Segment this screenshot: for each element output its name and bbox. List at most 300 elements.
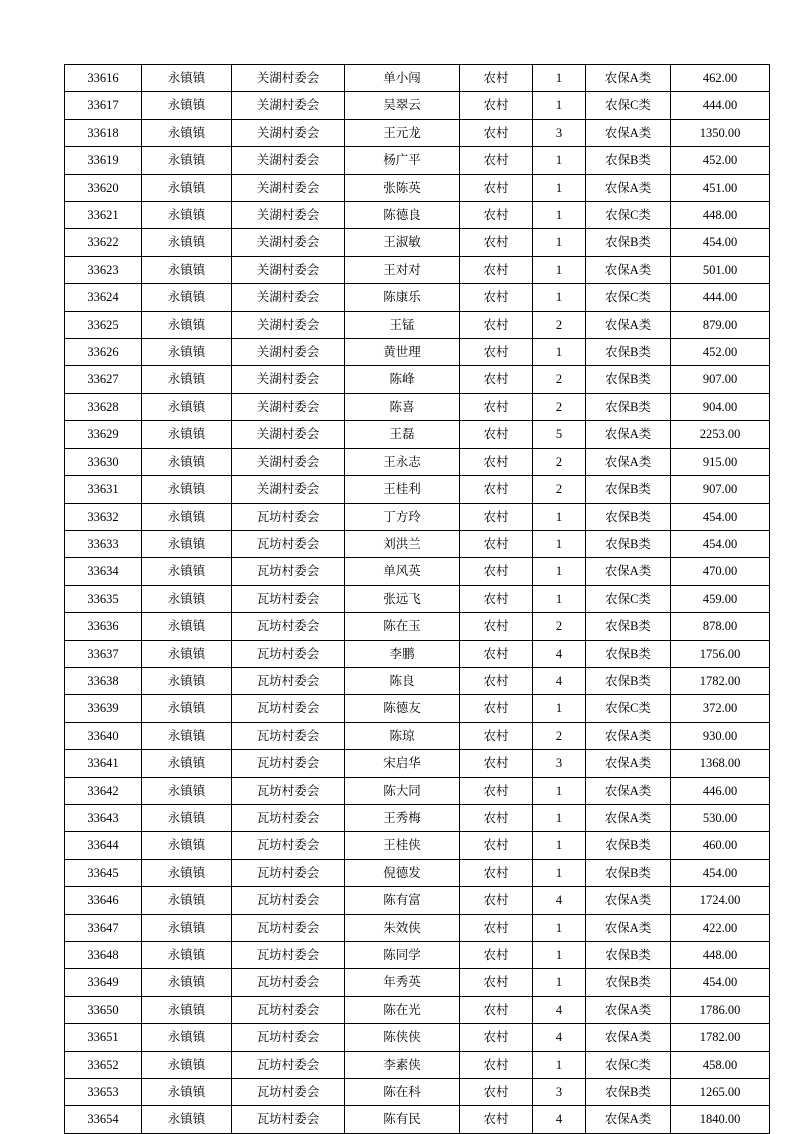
cell-name: 王元龙 xyxy=(345,119,460,146)
table-row xyxy=(65,914,770,941)
cell-id: 33618 xyxy=(65,119,142,146)
cell-amount: 1724.00 xyxy=(671,887,770,914)
cell-household-type: 农村 xyxy=(460,640,533,667)
table-row xyxy=(65,503,770,530)
cell-id: 33636 xyxy=(65,613,142,640)
cell-name: 陈喜 xyxy=(345,393,460,420)
cell-persons: 2 xyxy=(533,476,586,503)
cell-persons: 4 xyxy=(533,640,586,667)
table-row xyxy=(65,421,770,448)
cell-category: 农保B类 xyxy=(586,969,671,996)
cell-id: 33632 xyxy=(65,503,142,530)
cell-amount: 454.00 xyxy=(671,969,770,996)
cell-household-type: 农村 xyxy=(460,969,533,996)
cell-village: 关湖村委会 xyxy=(232,339,345,366)
cell-household-type: 农村 xyxy=(460,366,533,393)
cell-village: 瓦坊村委会 xyxy=(232,558,345,585)
cell-town: 永镇镇 xyxy=(142,613,232,640)
cell-amount: 454.00 xyxy=(671,229,770,256)
cell-household-type: 农村 xyxy=(460,174,533,201)
cell-town: 永镇镇 xyxy=(142,1106,232,1133)
cell-household-type: 农村 xyxy=(460,887,533,914)
table-row xyxy=(65,969,770,996)
cell-persons: 1 xyxy=(533,695,586,722)
cell-household-type: 农村 xyxy=(460,284,533,311)
table-row xyxy=(65,1024,770,1051)
cell-amount: 452.00 xyxy=(671,339,770,366)
cell-name: 倪德发 xyxy=(345,859,460,886)
cell-village: 关湖村委会 xyxy=(232,92,345,119)
cell-village: 关湖村委会 xyxy=(232,393,345,420)
cell-town: 永镇镇 xyxy=(142,558,232,585)
cell-household-type: 农村 xyxy=(460,65,533,92)
cell-village: 关湖村委会 xyxy=(232,311,345,338)
cell-household-type: 农村 xyxy=(460,119,533,146)
cell-persons: 1 xyxy=(533,284,586,311)
cell-category: 农保B类 xyxy=(586,476,671,503)
cell-amount: 1782.00 xyxy=(671,1024,770,1051)
cell-id: 33622 xyxy=(65,229,142,256)
cell-persons: 2 xyxy=(533,393,586,420)
table-row xyxy=(65,119,770,146)
cell-id: 33633 xyxy=(65,530,142,557)
cell-category: 农保B类 xyxy=(586,667,671,694)
cell-town: 永镇镇 xyxy=(142,1024,232,1051)
table-row xyxy=(65,229,770,256)
cell-village: 瓦坊村委会 xyxy=(232,969,345,996)
cell-category: 农保B类 xyxy=(586,613,671,640)
table-row xyxy=(65,695,770,722)
cell-village: 瓦坊村委会 xyxy=(232,613,345,640)
cell-village: 瓦坊村委会 xyxy=(232,804,345,831)
cell-household-type: 农村 xyxy=(460,421,533,448)
table-row xyxy=(65,256,770,283)
cell-village: 瓦坊村委会 xyxy=(232,1079,345,1106)
cell-household-type: 农村 xyxy=(460,859,533,886)
cell-category: 农保A类 xyxy=(586,421,671,448)
cell-name: 单风英 xyxy=(345,558,460,585)
cell-town: 永镇镇 xyxy=(142,366,232,393)
cell-household-type: 农村 xyxy=(460,1024,533,1051)
cell-persons: 4 xyxy=(533,1024,586,1051)
cell-id: 33628 xyxy=(65,393,142,420)
cell-name: 陈德良 xyxy=(345,202,460,229)
cell-town: 永镇镇 xyxy=(142,147,232,174)
cell-town: 永镇镇 xyxy=(142,393,232,420)
cell-name: 陈琼 xyxy=(345,722,460,749)
cell-id: 33644 xyxy=(65,832,142,859)
cell-village: 瓦坊村委会 xyxy=(232,1024,345,1051)
cell-category: 农保A类 xyxy=(586,174,671,201)
cell-name: 朱效侠 xyxy=(345,914,460,941)
cell-name: 年秀英 xyxy=(345,969,460,996)
cell-id: 33620 xyxy=(65,174,142,201)
cell-category: 农保C类 xyxy=(586,284,671,311)
cell-household-type: 农村 xyxy=(460,339,533,366)
cell-id: 33635 xyxy=(65,585,142,612)
cell-name: 陈在玉 xyxy=(345,613,460,640)
cell-persons: 1 xyxy=(533,229,586,256)
cell-village: 关湖村委会 xyxy=(232,147,345,174)
cell-category: 农保A类 xyxy=(586,119,671,146)
table-row xyxy=(65,777,770,804)
cell-id: 33627 xyxy=(65,366,142,393)
cell-id: 33648 xyxy=(65,942,142,969)
cell-household-type: 农村 xyxy=(460,804,533,831)
cell-name: 李素侠 xyxy=(345,1051,460,1078)
cell-village: 瓦坊村委会 xyxy=(232,1106,345,1133)
cell-name: 张远飞 xyxy=(345,585,460,612)
cell-amount: 448.00 xyxy=(671,202,770,229)
cell-persons: 1 xyxy=(533,202,586,229)
cell-village: 瓦坊村委会 xyxy=(232,750,345,777)
cell-town: 永镇镇 xyxy=(142,229,232,256)
cell-category: 农保B类 xyxy=(586,640,671,667)
cell-amount: 454.00 xyxy=(671,503,770,530)
cell-household-type: 农村 xyxy=(460,558,533,585)
cell-household-type: 农村 xyxy=(460,393,533,420)
cell-village: 瓦坊村委会 xyxy=(232,667,345,694)
cell-id: 33616 xyxy=(65,65,142,92)
cell-id: 33642 xyxy=(65,777,142,804)
cell-persons: 1 xyxy=(533,777,586,804)
cell-name: 陈良 xyxy=(345,667,460,694)
cell-amount: 446.00 xyxy=(671,777,770,804)
cell-town: 永镇镇 xyxy=(142,202,232,229)
cell-persons: 4 xyxy=(533,667,586,694)
cell-persons: 1 xyxy=(533,256,586,283)
cell-town: 永镇镇 xyxy=(142,65,232,92)
cell-amount: 458.00 xyxy=(671,1051,770,1078)
table-row xyxy=(65,996,770,1023)
table-row xyxy=(65,750,770,777)
cell-persons: 5 xyxy=(533,421,586,448)
cell-village: 瓦坊村委会 xyxy=(232,859,345,886)
cell-name: 李鹏 xyxy=(345,640,460,667)
cell-id: 33634 xyxy=(65,558,142,585)
cell-household-type: 农村 xyxy=(460,750,533,777)
cell-category: 农保A类 xyxy=(586,256,671,283)
cell-household-type: 农村 xyxy=(460,914,533,941)
cell-town: 永镇镇 xyxy=(142,640,232,667)
table-row xyxy=(65,558,770,585)
cell-town: 永镇镇 xyxy=(142,585,232,612)
cell-amount: 452.00 xyxy=(671,147,770,174)
cell-persons: 1 xyxy=(533,1051,586,1078)
cell-id: 33652 xyxy=(65,1051,142,1078)
cell-category: 农保A类 xyxy=(586,722,671,749)
table-body xyxy=(65,65,770,1134)
cell-town: 永镇镇 xyxy=(142,1051,232,1078)
cell-name: 刘洪兰 xyxy=(345,530,460,557)
table-row xyxy=(65,859,770,886)
cell-name: 丁方玲 xyxy=(345,503,460,530)
table-row xyxy=(65,1106,770,1133)
cell-category: 农保C类 xyxy=(586,202,671,229)
cell-id: 33653 xyxy=(65,1079,142,1106)
cell-amount: 878.00 xyxy=(671,613,770,640)
table-row xyxy=(65,393,770,420)
cell-village: 关湖村委会 xyxy=(232,421,345,448)
cell-persons: 1 xyxy=(533,859,586,886)
cell-name: 王淑敏 xyxy=(345,229,460,256)
cell-amount: 2253.00 xyxy=(671,421,770,448)
cell-amount: 448.00 xyxy=(671,942,770,969)
cell-household-type: 农村 xyxy=(460,722,533,749)
table-row xyxy=(65,366,770,393)
cell-name: 陈德友 xyxy=(345,695,460,722)
cell-town: 永镇镇 xyxy=(142,667,232,694)
cell-household-type: 农村 xyxy=(460,530,533,557)
cell-town: 永镇镇 xyxy=(142,339,232,366)
cell-town: 永镇镇 xyxy=(142,448,232,475)
cell-amount: 907.00 xyxy=(671,476,770,503)
cell-village: 关湖村委会 xyxy=(232,174,345,201)
cell-village: 瓦坊村委会 xyxy=(232,722,345,749)
cell-town: 永镇镇 xyxy=(142,476,232,503)
cell-household-type: 农村 xyxy=(460,942,533,969)
cell-persons: 1 xyxy=(533,832,586,859)
cell-id: 33651 xyxy=(65,1024,142,1051)
cell-persons: 2 xyxy=(533,448,586,475)
cell-id: 33641 xyxy=(65,750,142,777)
cell-name: 王永志 xyxy=(345,448,460,475)
table-row xyxy=(65,284,770,311)
cell-category: 农保C类 xyxy=(586,92,671,119)
cell-persons: 3 xyxy=(533,119,586,146)
cell-town: 永镇镇 xyxy=(142,777,232,804)
cell-amount: 451.00 xyxy=(671,174,770,201)
cell-amount: 444.00 xyxy=(671,284,770,311)
cell-village: 瓦坊村委会 xyxy=(232,887,345,914)
cell-persons: 1 xyxy=(533,914,586,941)
cell-household-type: 农村 xyxy=(460,613,533,640)
cell-village: 关湖村委会 xyxy=(232,202,345,229)
cell-name: 张陈英 xyxy=(345,174,460,201)
cell-persons: 1 xyxy=(533,65,586,92)
cell-persons: 1 xyxy=(533,503,586,530)
cell-town: 永镇镇 xyxy=(142,421,232,448)
cell-amount: 1756.00 xyxy=(671,640,770,667)
cell-category: 农保B类 xyxy=(586,1079,671,1106)
cell-category: 农保B类 xyxy=(586,229,671,256)
cell-category: 农保B类 xyxy=(586,859,671,886)
cell-id: 33631 xyxy=(65,476,142,503)
cell-id: 33625 xyxy=(65,311,142,338)
cell-id: 33646 xyxy=(65,887,142,914)
cell-id: 33617 xyxy=(65,92,142,119)
cell-household-type: 农村 xyxy=(460,202,533,229)
cell-household-type: 农村 xyxy=(460,476,533,503)
cell-household-type: 农村 xyxy=(460,229,533,256)
cell-village: 关湖村委会 xyxy=(232,119,345,146)
table-row xyxy=(65,202,770,229)
table-row xyxy=(65,147,770,174)
table-row xyxy=(65,311,770,338)
cell-name: 陈在光 xyxy=(345,996,460,1023)
cell-town: 永镇镇 xyxy=(142,530,232,557)
cell-id: 33640 xyxy=(65,722,142,749)
cell-name: 陈侠侠 xyxy=(345,1024,460,1051)
cell-name: 陈康乐 xyxy=(345,284,460,311)
cell-village: 瓦坊村委会 xyxy=(232,832,345,859)
cell-town: 永镇镇 xyxy=(142,174,232,201)
cell-town: 永镇镇 xyxy=(142,722,232,749)
table-row xyxy=(65,65,770,92)
cell-category: 农保C类 xyxy=(586,1051,671,1078)
cell-household-type: 农村 xyxy=(460,147,533,174)
cell-household-type: 农村 xyxy=(460,92,533,119)
cell-name: 王磊 xyxy=(345,421,460,448)
cell-category: 农保A类 xyxy=(586,914,671,941)
cell-persons: 2 xyxy=(533,722,586,749)
cell-amount: 422.00 xyxy=(671,914,770,941)
cell-category: 农保A类 xyxy=(586,311,671,338)
cell-persons: 1 xyxy=(533,804,586,831)
table-row xyxy=(65,1079,770,1106)
cell-amount: 501.00 xyxy=(671,256,770,283)
cell-id: 33650 xyxy=(65,996,142,1023)
cell-name: 王秀梅 xyxy=(345,804,460,831)
cell-name: 陈有富 xyxy=(345,887,460,914)
table-row xyxy=(65,887,770,914)
cell-village: 关湖村委会 xyxy=(232,448,345,475)
cell-town: 永镇镇 xyxy=(142,942,232,969)
cell-amount: 915.00 xyxy=(671,448,770,475)
cell-household-type: 农村 xyxy=(460,695,533,722)
cell-town: 永镇镇 xyxy=(142,859,232,886)
cell-persons: 1 xyxy=(533,942,586,969)
cell-persons: 2 xyxy=(533,366,586,393)
cell-village: 关湖村委会 xyxy=(232,476,345,503)
cell-amount: 930.00 xyxy=(671,722,770,749)
cell-amount: 1840.00 xyxy=(671,1106,770,1133)
cell-category: 农保C类 xyxy=(586,695,671,722)
cell-household-type: 农村 xyxy=(460,1106,533,1133)
cell-id: 33623 xyxy=(65,256,142,283)
cell-amount: 470.00 xyxy=(671,558,770,585)
table-row xyxy=(65,722,770,749)
cell-persons: 2 xyxy=(533,311,586,338)
cell-id: 33647 xyxy=(65,914,142,941)
cell-amount: 1786.00 xyxy=(671,996,770,1023)
cell-household-type: 农村 xyxy=(460,448,533,475)
cell-village: 瓦坊村委会 xyxy=(232,1051,345,1078)
cell-persons: 4 xyxy=(533,887,586,914)
cell-amount: 1265.00 xyxy=(671,1079,770,1106)
cell-village: 瓦坊村委会 xyxy=(232,640,345,667)
cell-persons: 1 xyxy=(533,339,586,366)
cell-name: 陈峰 xyxy=(345,366,460,393)
cell-category: 农保A类 xyxy=(586,996,671,1023)
cell-town: 永镇镇 xyxy=(142,804,232,831)
cell-amount: 454.00 xyxy=(671,530,770,557)
table-row xyxy=(65,448,770,475)
cell-amount: 1368.00 xyxy=(671,750,770,777)
cell-village: 瓦坊村委会 xyxy=(232,585,345,612)
cell-category: 农保B类 xyxy=(586,530,671,557)
cell-amount: 904.00 xyxy=(671,393,770,420)
cell-village: 关湖村委会 xyxy=(232,284,345,311)
cell-town: 永镇镇 xyxy=(142,284,232,311)
table-row xyxy=(65,530,770,557)
cell-village: 关湖村委会 xyxy=(232,229,345,256)
cell-id: 33645 xyxy=(65,859,142,886)
cell-household-type: 农村 xyxy=(460,777,533,804)
cell-amount: 444.00 xyxy=(671,92,770,119)
cell-persons: 1 xyxy=(533,969,586,996)
cell-id: 33637 xyxy=(65,640,142,667)
cell-village: 瓦坊村委会 xyxy=(232,942,345,969)
cell-town: 永镇镇 xyxy=(142,832,232,859)
cell-village: 关湖村委会 xyxy=(232,256,345,283)
cell-persons: 4 xyxy=(533,1106,586,1133)
cell-town: 永镇镇 xyxy=(142,256,232,283)
cell-category: 农保A类 xyxy=(586,65,671,92)
cell-category: 农保B类 xyxy=(586,832,671,859)
cell-amount: 459.00 xyxy=(671,585,770,612)
cell-village: 关湖村委会 xyxy=(232,65,345,92)
cell-persons: 3 xyxy=(533,750,586,777)
table-row xyxy=(65,832,770,859)
cell-amount: 454.00 xyxy=(671,859,770,886)
cell-id: 33626 xyxy=(65,339,142,366)
table-row xyxy=(65,942,770,969)
cell-village: 瓦坊村委会 xyxy=(232,695,345,722)
cell-name: 王桂利 xyxy=(345,476,460,503)
table-row xyxy=(65,339,770,366)
cell-name: 宋启华 xyxy=(345,750,460,777)
cell-town: 永镇镇 xyxy=(142,914,232,941)
cell-amount: 1350.00 xyxy=(671,119,770,146)
cell-town: 永镇镇 xyxy=(142,695,232,722)
table-row xyxy=(65,174,770,201)
cell-category: 农保C类 xyxy=(586,585,671,612)
cell-name: 王桂侠 xyxy=(345,832,460,859)
cell-name: 王锰 xyxy=(345,311,460,338)
cell-amount: 462.00 xyxy=(671,65,770,92)
cell-persons: 1 xyxy=(533,174,586,201)
table-row xyxy=(65,1051,770,1078)
cell-category: 农保B类 xyxy=(586,503,671,530)
cell-persons: 3 xyxy=(533,1079,586,1106)
cell-id: 33654 xyxy=(65,1106,142,1133)
cell-id: 33621 xyxy=(65,202,142,229)
cell-persons: 2 xyxy=(533,613,586,640)
cell-town: 永镇镇 xyxy=(142,311,232,338)
cell-name: 吴翠云 xyxy=(345,92,460,119)
cell-name: 黄世理 xyxy=(345,339,460,366)
cell-category: 农保B类 xyxy=(586,147,671,174)
cell-category: 农保B类 xyxy=(586,393,671,420)
cell-name: 陈同学 xyxy=(345,942,460,969)
cell-id: 33629 xyxy=(65,421,142,448)
cell-persons: 1 xyxy=(533,147,586,174)
cell-town: 永镇镇 xyxy=(142,1079,232,1106)
cell-household-type: 农村 xyxy=(460,996,533,1023)
cell-id: 33649 xyxy=(65,969,142,996)
cell-category: 农保A类 xyxy=(586,804,671,831)
cell-household-type: 农村 xyxy=(460,585,533,612)
cell-village: 瓦坊村委会 xyxy=(232,996,345,1023)
table-row xyxy=(65,804,770,831)
cell-category: 农保B类 xyxy=(586,339,671,366)
cell-id: 33624 xyxy=(65,284,142,311)
cell-category: 农保A类 xyxy=(586,777,671,804)
cell-amount: 372.00 xyxy=(671,695,770,722)
cell-category: 农保A类 xyxy=(586,558,671,585)
cell-persons: 1 xyxy=(533,92,586,119)
